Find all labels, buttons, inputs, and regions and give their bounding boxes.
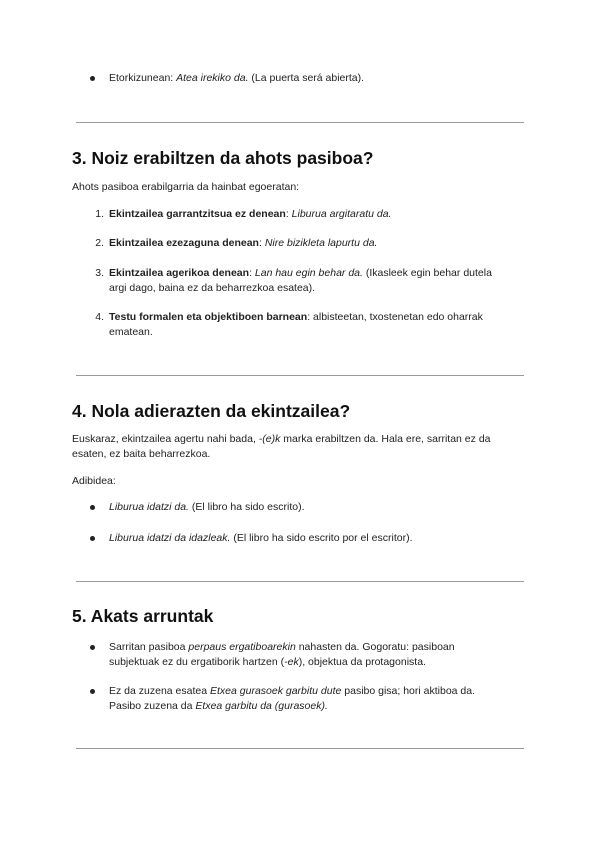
bullet-icon	[90, 536, 95, 541]
divider	[76, 581, 524, 582]
list-item: 2. Ekintzailea ezezaguna denean: Nire bizikleta lapurtu da.	[109, 236, 377, 251]
section-heading: 5. Akats arruntak	[72, 606, 214, 626]
list-item: Liburua idatzi da idazleak. (El libro ha sido escrito por el escritor).	[109, 531, 413, 546]
list-number: 1.	[95, 208, 104, 220]
section-heading: 4. Nola adierazten da ekintzailea?	[72, 401, 351, 421]
bullet-icon	[90, 689, 95, 694]
list-item: Ez da zuzena esatea Etxea gurasoek garbitu dute pasibo gisa; hori aktiboa da. Pasibo zuzena da Etxea garbitu da (gurasoek).	[109, 684, 475, 714]
list-item: Sarritan pasiboa perpaus ergatiboarekin nahasten da. Gogoratu: pasiboan subjektuak ez du ergatiborik hartzen (-ek), objektua da protagonista.	[109, 640, 455, 670]
list-number: 4.	[95, 311, 104, 323]
divider	[76, 375, 524, 376]
list-item: 1. Ekintzailea garrantzitsua ez denean: Liburua argitaratu da.	[109, 207, 391, 222]
bullet-icon	[90, 505, 95, 510]
paragraph: Adibidea:	[72, 475, 116, 487]
list-number: 2.	[95, 237, 104, 249]
list-number: 3.	[95, 267, 104, 279]
bullet-icon	[90, 76, 95, 81]
list-item: 4. Testu formalen eta objektiboen barnean: albisteetan, txostenetan edo oharrak ematean.	[109, 310, 483, 340]
list-item: Liburua idatzi da. (El libro ha sido escrito).	[109, 500, 305, 515]
list-item: 3. Ekintzailea agerikoa denean: Lan hau egin behar da. (Ikasleek egin behar dutela argi dago, baina ez da beharrezkoa esatea).	[109, 266, 492, 296]
paragraph: Euskaraz, ekintzailea agertu nahi bada, -(e)k marka erabiltzen da. Hala ere, sarritan ez da esaten, ez baita beharrezkoa.	[72, 433, 491, 460]
list-item: Etorkizunean: Atea irekiko da. (La puerta será abierta).	[109, 71, 364, 86]
section-heading: 3. Noiz erabiltzen da ahots pasiboa?	[72, 148, 374, 168]
divider	[76, 122, 524, 123]
divider	[76, 748, 524, 749]
paragraph: Ahots pasiboa erabilgarria da hainbat egoeratan:	[72, 181, 300, 193]
bullet-icon	[90, 645, 95, 650]
